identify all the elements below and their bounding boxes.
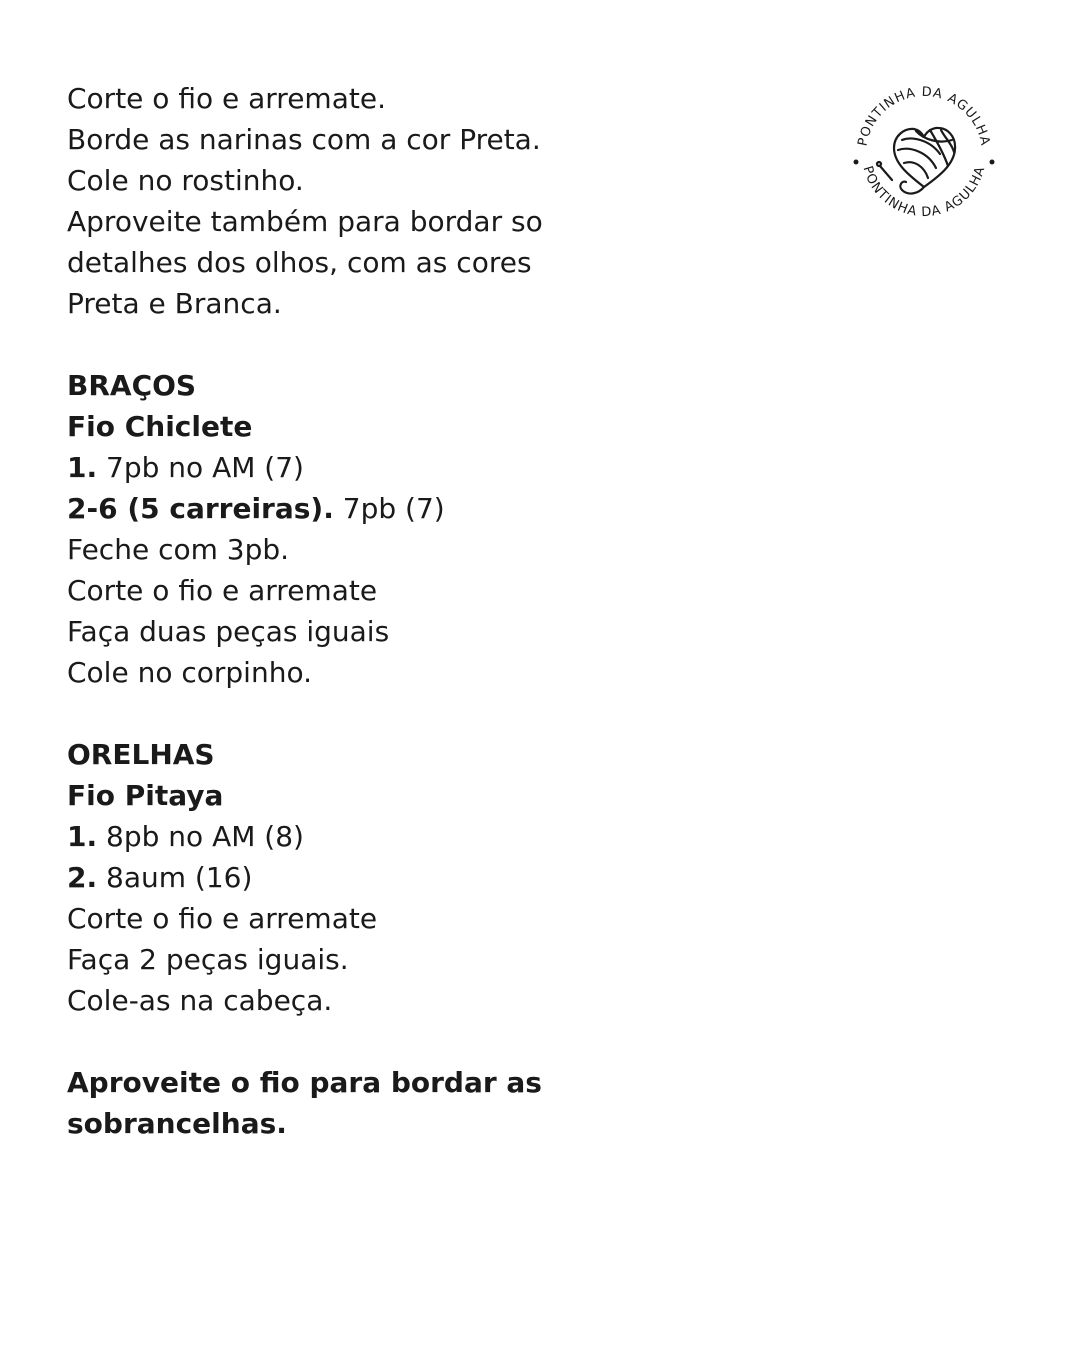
row-number: 2.: [67, 861, 98, 894]
logo-badge: [844, 74, 1004, 234]
orelhas-step: Cole-as na cabeça.: [67, 984, 333, 1017]
row-instruction: 8aum (16): [97, 861, 253, 894]
bracos-row-1: [67, 447, 787, 488]
orelhas-row-2: [67, 857, 787, 898]
brand-logo: [844, 74, 1004, 234]
logo-dot-left: [854, 160, 859, 165]
pattern-text: [67, 78, 787, 1144]
orelhas-row-1: [67, 816, 787, 857]
intro-line: Aproveite também para bordar so: [67, 205, 543, 238]
logo-text-top: PONTINHA DA AGULHA: [855, 84, 993, 148]
orelhas-step: Faça 2 peças iguais.: [67, 943, 349, 976]
final-note-line: Aproveite o fio para bordar as: [67, 1066, 542, 1099]
row-number: 2-6 (5 carreiras).: [67, 492, 334, 525]
bracos-step: Faça duas peças iguais: [67, 615, 390, 648]
yarn-heart-icon: [877, 128, 955, 194]
orelhas-yarn: Fio Pitaya: [67, 779, 224, 812]
intro-line: Cole no rostinho.: [67, 164, 304, 197]
orelhas-heading: ORELHAS: [67, 738, 215, 771]
row-instruction: 7pb no AM (7): [97, 451, 304, 484]
logo-text-bottom: PONTINHA DA AGULHA: [859, 164, 989, 221]
bracos-heading: BRAÇOS: [67, 369, 197, 402]
intro-line: detalhes dos olhos, com as cores: [67, 246, 532, 279]
orelhas-step: Corte o fio e arremate: [67, 902, 378, 935]
intro-line: Preta e Branca.: [67, 287, 282, 320]
bracos-step: Corte o fio e arremate: [67, 574, 378, 607]
spacer: [67, 1021, 787, 1062]
logo-dot-right: [990, 160, 995, 165]
row-number: 1.: [67, 820, 98, 853]
row-number: 1.: [67, 451, 98, 484]
bracos-step: Feche com 3pb.: [67, 533, 290, 566]
final-note-line: sobrancelhas.: [67, 1107, 287, 1140]
row-instruction: 7pb (7): [333, 492, 445, 525]
intro-line: Borde as narinas com a cor Preta.: [67, 123, 541, 156]
spacer: [67, 324, 787, 365]
bracos-step: Cole no corpinho.: [67, 656, 312, 689]
spacer: [67, 693, 787, 734]
intro-line: Corte o fio e arremate.: [67, 82, 386, 115]
bracos-row-2: [67, 488, 787, 529]
row-instruction: 8pb no AM (8): [97, 820, 304, 853]
bracos-yarn: Fio Chiclete: [67, 410, 253, 443]
